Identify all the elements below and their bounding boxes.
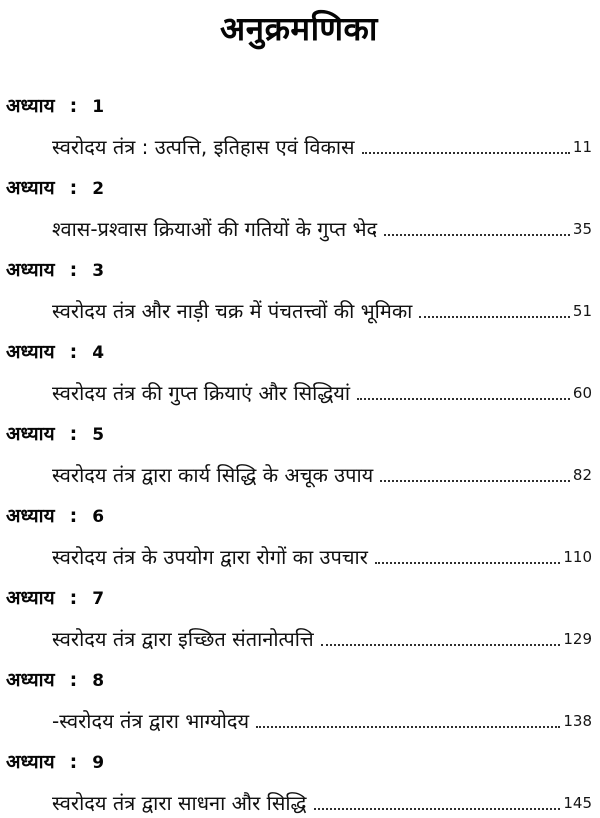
chapter-title: स्वरोदय तंत्र द्वारा कार्य सिद्धि के अचूक उपाय <box>52 463 374 487</box>
chapter-title-row <box>6 297 592 325</box>
dot-leader <box>362 152 570 154</box>
chapter-heading <box>6 668 592 693</box>
chapter-number: 8 <box>92 671 105 691</box>
chapter-title-row <box>6 707 592 735</box>
dot-leader <box>256 726 560 728</box>
toc-entry <box>6 94 592 161</box>
chapter-page-number: 110 <box>563 548 592 566</box>
chapter-number: 1 <box>92 97 105 117</box>
chapter-title-row <box>6 543 592 571</box>
dot-leader <box>384 234 570 236</box>
page-title: अनुक्रमणिका <box>220 9 378 48</box>
dot-leader <box>380 480 570 482</box>
chapter-title: स्वरोदय तंत्र के उपयोग द्वारा रोगों का उपचार <box>52 545 368 569</box>
chapter-colon: : <box>69 95 78 117</box>
chapter-number: 5 <box>92 425 105 445</box>
chapter-label: अध्याय <box>6 669 55 691</box>
chapter-number: 6 <box>92 507 105 527</box>
chapter-title: स्वरोदय तंत्र की गुप्त क्रियाएं और सिद्धियां <box>52 381 351 405</box>
chapter-heading <box>6 422 592 447</box>
chapter-title-row <box>6 625 592 653</box>
chapter-heading <box>6 586 592 611</box>
chapter-colon: : <box>69 259 78 281</box>
chapter-number: 4 <box>92 343 105 363</box>
chapter-colon: : <box>69 587 78 609</box>
chapter-heading <box>6 340 592 365</box>
chapter-title: स्वरोदय तंत्र : उत्पत्ति, इतिहास एवं विकास <box>52 135 355 159</box>
chapter-number: 2 <box>92 179 105 199</box>
chapter-page-number: 60 <box>572 384 592 402</box>
chapter-heading <box>6 94 592 119</box>
chapter-title: स्वरोदय तंत्र और नाड़ी चक्र में पंचतत्त्वों की भूमिका <box>52 299 413 323</box>
chapter-title: श्वास-प्रश्वास क्रियाओं की गतियों के गुप्त भेद <box>52 217 378 241</box>
chapter-number: 9 <box>92 753 105 773</box>
dot-leader <box>314 808 561 810</box>
chapter-colon: : <box>69 423 78 445</box>
chapter-label: अध्याय <box>6 587 55 609</box>
toc-entry <box>6 422 592 489</box>
chapter-colon: : <box>69 751 78 773</box>
chapter-title-row <box>6 379 592 407</box>
chapter-colon: : <box>69 505 78 527</box>
chapter-label: अध्याय <box>6 505 55 527</box>
chapter-page-number: 51 <box>572 302 592 320</box>
chapter-page-number: 11 <box>572 138 592 156</box>
chapter-number: 7 <box>92 589 105 609</box>
chapter-page-number: 145 <box>563 794 592 812</box>
chapter-colon: : <box>69 177 78 199</box>
chapter-colon: : <box>69 669 78 691</box>
chapter-title-row <box>6 461 592 489</box>
chapter-label: अध्याय <box>6 95 55 117</box>
toc-entry <box>6 668 592 735</box>
chapter-label: अध्याय <box>6 751 55 773</box>
chapter-title: स्वरोदय तंत्र द्वारा साधना और सिद्धि <box>52 791 307 815</box>
chapter-label: अध्याय <box>6 177 55 199</box>
chapter-heading <box>6 176 592 201</box>
chapter-label: अध्याय <box>6 341 55 363</box>
chapter-page-number: 82 <box>572 466 592 484</box>
toc-entries <box>6 94 592 817</box>
dot-leader <box>357 398 570 400</box>
toc-entry <box>6 176 592 243</box>
chapter-page-number: 129 <box>563 630 592 648</box>
toc-entry <box>6 504 592 571</box>
chapter-page-number: 35 <box>572 220 592 238</box>
toc-entry <box>6 750 592 817</box>
toc-entry <box>6 586 592 653</box>
chapter-number: 3 <box>92 261 105 281</box>
dot-leader <box>375 562 560 564</box>
dot-leader <box>419 316 570 318</box>
chapter-title-row <box>6 215 592 243</box>
chapter-heading <box>6 504 592 529</box>
chapter-heading <box>6 750 592 775</box>
chapter-label: अध्याय <box>6 423 55 445</box>
chapter-page-number: 138 <box>563 712 592 730</box>
dot-leader <box>321 644 561 646</box>
toc-entry <box>6 340 592 407</box>
chapter-title-row <box>6 789 592 817</box>
chapter-label: अध्याय <box>6 259 55 281</box>
chapter-title: -स्वरोदय तंत्र द्वारा भाग्योदय <box>52 709 250 733</box>
toc-entry <box>6 258 592 325</box>
chapter-title-row <box>6 133 592 161</box>
chapter-title: स्वरोदय तंत्र द्वारा इच्छित संतानोत्पत्ति <box>52 627 314 651</box>
chapter-colon: : <box>69 341 78 363</box>
chapter-heading <box>6 258 592 283</box>
